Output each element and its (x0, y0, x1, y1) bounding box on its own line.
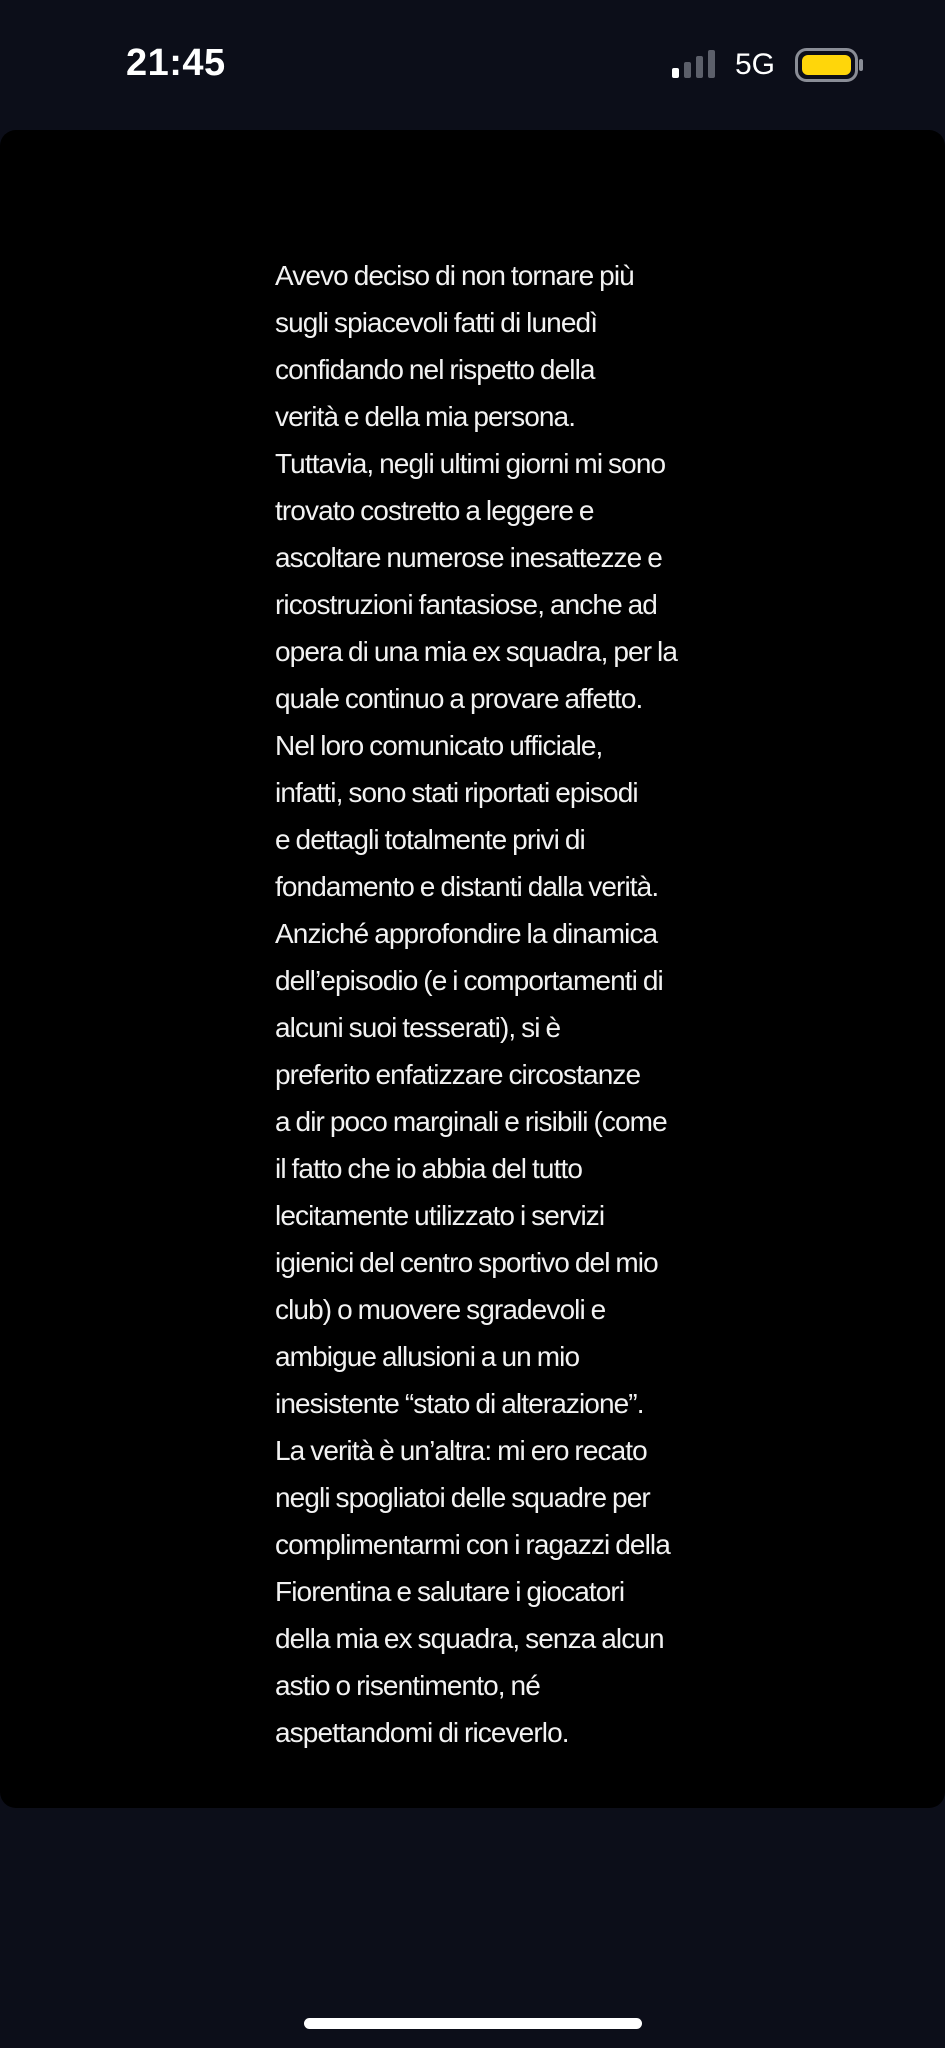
story-text-line: ricostruzioni fantasiose, anche ad (275, 589, 657, 620)
story-text-line: quale continuo a provare affetto. (275, 683, 643, 714)
story-text-line: club) o muovere sgradevoli e (275, 1294, 606, 1325)
story-text-line: della mia ex squadra, senza alcun (275, 1623, 664, 1654)
home-indicator[interactable] (304, 2018, 642, 2029)
story-text-line: preferito enfatizzare circostanze (275, 1059, 641, 1090)
story-text-line: aspettandomi di riceverlo. (275, 1717, 569, 1748)
story-text-line: astio o risentimento, né (275, 1670, 540, 1701)
story-text-line: Tuttavia, negli ultimi giorni mi sono (275, 448, 666, 479)
story-text-line: dell’episodio (e i comportamenti di (275, 965, 663, 996)
network-type-label: 5G (735, 48, 776, 81)
story-text-line: a dir poco marginali e risibili (come (275, 1106, 667, 1137)
story-text-line: il fatto che io abbia del tutto (275, 1153, 582, 1184)
status-time: 21:45 (126, 42, 226, 84)
story-text-line: e dettagli totalmente privi di (275, 824, 585, 855)
story-text (275, 252, 715, 1756)
story-text-line: complimentarmi con i ragazzi della (275, 1529, 670, 1560)
cellular-signal-icon (670, 49, 720, 79)
story-text-line: Fiorentina e salutare i giocatori (275, 1576, 625, 1607)
story-text-line: opera di una mia ex squadra, per la (275, 636, 677, 667)
story-text-line: confidando nel rispetto della (275, 354, 595, 385)
story-card (0, 130, 945, 1808)
story-text-line: inesistente “stato di alterazione”. (275, 1388, 644, 1419)
story-text-line: verità e della mia persona. (275, 401, 576, 432)
story-text-line: sugli spiacevoli fatti di lunedì (275, 307, 598, 338)
story-text-line: alcuni suoi tesserati), si è (275, 1012, 561, 1043)
story-text-line: ascoltare numerose inesattezze e (275, 542, 662, 573)
story-text-line: infatti, sono stati riportati episodi (275, 777, 638, 808)
story-text-line: Nel loro comunicato ufficiale, (275, 730, 603, 761)
status-bar (0, 0, 945, 130)
story-text-line: trovato costretto a leggere e (275, 495, 594, 526)
story-text-line: negli spogliatoi delle squadre per (275, 1482, 650, 1513)
story-text-line: Avevo deciso di non tornare più (275, 260, 634, 291)
story-text-line: La verità è un’altra: mi ero recato (275, 1435, 647, 1466)
battery-icon (795, 48, 865, 82)
story-text-line: ambigue allusioni a un mio (275, 1341, 580, 1372)
story-text-line: fondamento e distanti dalla verità. (275, 871, 659, 902)
story-text-line: igienici del centro sportivo del mio (275, 1247, 658, 1278)
story-text-line: Anziché approfondire la dinamica (275, 918, 658, 949)
story-text-line: lecitamente utilizzato i servizi (275, 1200, 605, 1231)
